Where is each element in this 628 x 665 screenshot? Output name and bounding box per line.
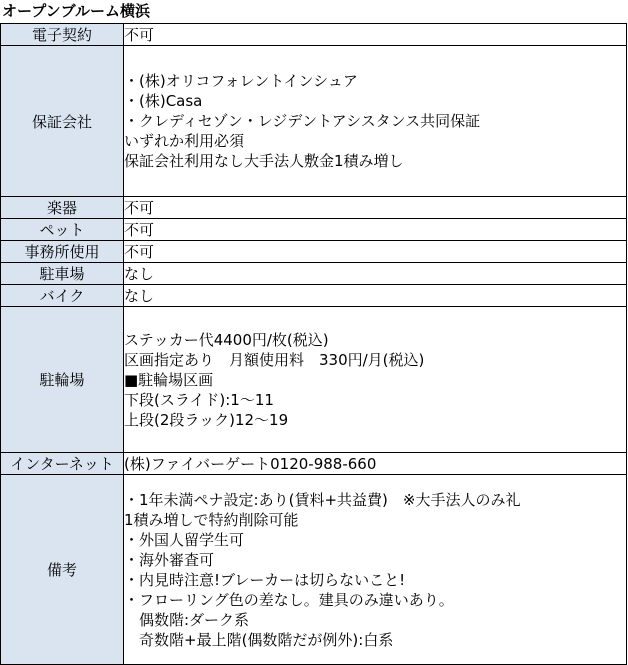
value-line: ・外国人留学生可: [124, 531, 245, 549]
row-value: [124, 307, 627, 453]
value-line: なし: [124, 264, 155, 283]
row-label: 楽器: [1, 197, 124, 219]
row-value: [124, 263, 627, 285]
row-label: 駐車場: [1, 263, 124, 285]
row-internet: [1, 453, 627, 475]
row-label: 駐輪場: [1, 307, 124, 453]
value-line: ・1年未満ペナ設定:あり(賃料+共益費) ※大手法人のみ礼: [124, 491, 521, 509]
row-label: インターネット: [1, 453, 124, 475]
property-table: [0, 23, 627, 665]
value-line: 不可: [124, 25, 155, 44]
row-bicycle-parking: [1, 307, 627, 453]
row-label: 備考: [1, 475, 124, 665]
row-pet: [1, 219, 627, 241]
row-value: [124, 475, 627, 665]
row-office-use: [1, 241, 627, 263]
row-label: 保証会社: [1, 46, 124, 197]
value-line: 区画指定あり 月額使用料 330円/月(税込): [124, 350, 425, 369]
row-value: [124, 24, 627, 46]
value-line: 保証会社利用なし大手法人敷金1積み増し: [124, 152, 404, 170]
row-value: [124, 285, 627, 307]
row-parking: [1, 263, 627, 285]
row-label: バイク: [1, 285, 124, 307]
row-value: [124, 46, 627, 197]
row-e-contract: [1, 24, 627, 46]
row-label: 電子契約: [1, 24, 124, 46]
value-line: いずれか利用必須: [124, 132, 245, 150]
row-label: 事務所使用: [1, 241, 124, 263]
value-line: ・フローリング色の差なし。建具のみ違いあり。: [124, 591, 454, 609]
value-line: 奇数階+最上階(偶数階だが例外):白系: [124, 631, 394, 649]
row-remarks: [1, 475, 627, 665]
value-line: ・(株)Casa: [124, 92, 203, 110]
value-line: 偶数階:ダーク系: [124, 611, 250, 629]
value-line: 不可: [124, 220, 155, 239]
row-motorbike: [1, 285, 627, 307]
value-line: ステッカー代4400円/枚(税込): [124, 330, 329, 349]
value-line: なし: [124, 286, 155, 305]
row-value: [124, 197, 627, 219]
property-title: オープンブルーム横浜: [2, 2, 151, 20]
value-line: 1積み増しで特約削除可能: [124, 511, 299, 529]
row-value: [124, 453, 627, 475]
value-line: 下段(スライド):1～11: [124, 390, 274, 409]
value-line: 上段(2段ラック)12～19: [124, 410, 289, 429]
row-guarantor: [1, 46, 627, 197]
value-line: (株)ファイバーゲート0120-988-660: [124, 454, 377, 473]
value-line: ■駐輪場区画: [124, 370, 214, 389]
value-line: ・内見時注意!ブレーカーは切らないこと!: [124, 571, 406, 589]
value-line: 不可: [124, 242, 155, 261]
row-value: [124, 241, 627, 263]
value-line: 不可: [124, 198, 155, 217]
row-instrument: [1, 197, 627, 219]
value-line: ・クレディセゾン・レジデントアシスタンス共同保証: [124, 112, 481, 130]
row-label: ペット: [1, 219, 124, 241]
value-line: ・海外審査可: [124, 551, 215, 569]
value-line: ・(株)オリコフォレントインシュア: [124, 72, 358, 90]
row-value: [124, 219, 627, 241]
